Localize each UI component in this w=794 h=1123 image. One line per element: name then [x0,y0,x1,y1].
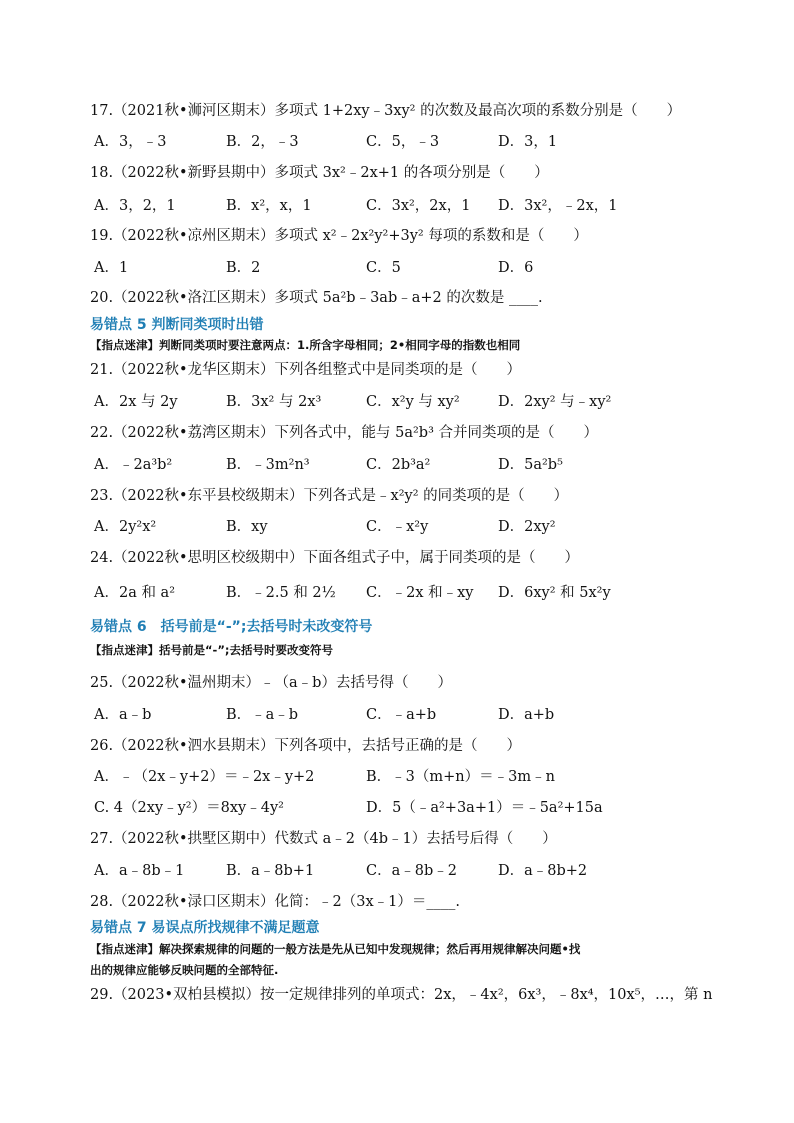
question-24: 24.（2022秋•思明区校级期中）下面各组式子中，属于同类项的是（ ） [90,550,580,566]
option-b: B．﹣3m²n³ [226,457,310,473]
question-18: 18.（2022秋•新野县期中）多项式 3x²﹣2x+1 的各项分别是（ ） [90,165,549,181]
option-c: C．﹣a+b [366,707,437,723]
option-d: D．2xy² [498,519,556,535]
section-title-5: 易错点 5 判断同类项时出错 [90,317,264,333]
question-17: 17.（2021秋•浉河区期末）多项式 1+2xy﹣3xy² 的次数及最高次项的系数分别是（ ） [90,103,682,119]
option-b: B．﹣2.5 和 2½ [226,585,336,601]
option-d: D．5a²b⁵ [498,457,563,473]
option-b: B．2 [226,260,261,276]
question-20: 20.（2022秋•洛江区期末）多项式 5a²b﹣3ab﹣a+2 的次数是 ____. [90,290,543,306]
option-d: D．2xy² 与﹣xy² [498,394,612,410]
question-29: 29.（2023•双柏县模拟）按一定规律排列的单项式：2x，﹣4x²，6x³，﹣8x⁴，10x⁵，…，第 n [90,987,713,1003]
option-a: A．a﹣b [94,707,152,723]
option-d: D．6xy² 和 5x²y [498,585,611,601]
option-c: C．﹣2x 和﹣xy [366,585,474,601]
option-c: C．a﹣8b﹣2 [366,863,457,879]
option-c: C．2b³a² [366,457,431,473]
option-b: B．a﹣8b+1 [226,863,315,879]
section-hint-7-line1: 【指点迷津】解决探索规律的问题的一般方法是先从已知中发现规律；然后再用规律解决问题•找 [90,942,581,956]
option-b: B．﹣a﹣b [226,707,299,723]
option-d: D．a﹣8b+2 [498,863,588,879]
option-a: A．2a 和 a² [94,585,176,601]
section-hint-6: 【指点迷津】括号前是“-”;去括号时要改变符号 [90,643,333,657]
option-a: A．2x 与 2y [94,394,178,410]
question-19: 19.（2022秋•凉州区期末）多项式 x²﹣2x²y²+3y² 每项的系数和是（ ） [90,228,588,244]
option-b: B．2，﹣3 [226,134,299,150]
question-27: 27.（2022秋•拱墅区期中）代数式 a﹣2（4b﹣1）去括号后得（ ） [90,831,557,847]
question-26: 26.（2022秋•泗水县期末）下列各项中，去括号正确的是（ ） [90,738,522,754]
option-a: A．3，2，1 [94,198,176,214]
option-d: D．3，1 [498,134,558,150]
question-28: 28.（2022秋•渌口区期末）化简：﹣2（3x﹣1）＝____. [90,894,460,910]
option-c: C．5 [366,260,401,276]
section-title-7: 易错点 7 易误点所找规律不满足题意 [90,920,320,936]
option-a: A．﹣2a³b² [94,457,173,473]
question-21: 21.（2022秋•龙华区期末）下列各组整式中是同类项的是（ ） [90,362,522,378]
option-d: D．a+b [498,707,555,723]
section-hint-7-line2: 出的规律应能够反映问题的全部特征. [90,963,279,977]
option-b: B．﹣3（m+n）＝﹣3m﹣n [366,769,555,785]
option-a: A．2y²x² [94,519,157,535]
option-b: B．xy [226,519,268,535]
option-a: A．﹣（2x﹣y+2）＝﹣2x﹣y+2 [94,769,315,785]
option-c: C．x²y 与 xy² [366,394,460,410]
section-title-6: 易错点 6 括号前是“-”;去括号时未改变符号 [90,619,373,635]
option-a: A．a﹣8b﹣1 [94,863,185,879]
option-b: B．3x² 与 2x³ [226,394,322,410]
option-c: C. 4（2xy﹣y²）＝8xy﹣4y² [94,800,284,816]
option-d: D．6 [498,260,534,276]
option-c: C．﹣x²y [366,519,429,535]
question-22: 22.（2022秋•荔湾区期末）下列各式中，能与 5a²b³ 合并同类项的是（ ） [90,425,599,441]
section-hint-5: 【指点迷津】判断同类项时要注意两点：1.所含字母相同；2•相同字母的指数也相同 [90,338,521,352]
option-a: A．1 [94,260,129,276]
option-a: A．3，﹣3 [94,134,167,150]
option-b: B．x²，x，1 [226,198,312,214]
option-d: D．5（﹣a²+3a+1）＝﹣5a²+15a [366,800,603,816]
option-c: C．5，﹣3 [366,134,440,150]
option-d: D．3x²，﹣2x，1 [498,198,618,214]
question-25: 25.（2022秋•温州期末）﹣（a﹣b）去括号得（ ） [90,675,452,691]
question-23: 23.（2022秋•东平县校级期末）下列各式是﹣x²y² 的同类项的是（ ） [90,488,569,504]
option-c: C．3x²，2x，1 [366,198,471,214]
